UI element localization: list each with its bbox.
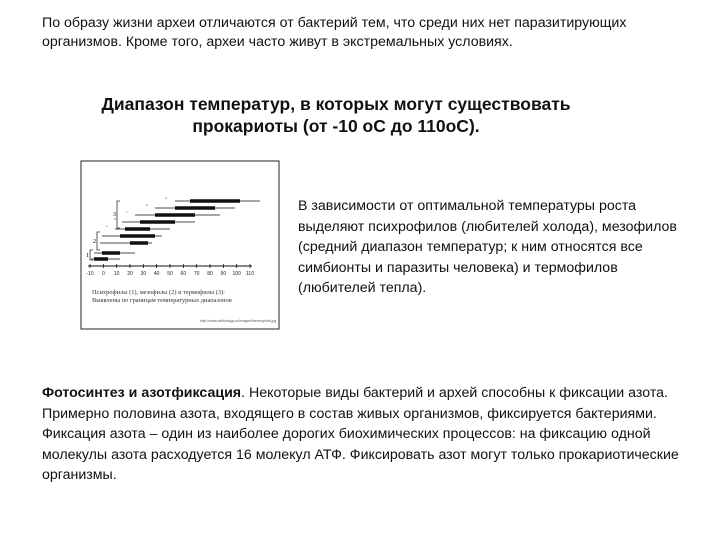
group-label-2: 2	[93, 239, 96, 245]
axis-tick-label: 50	[167, 271, 173, 277]
nitrogen-fixation-body: . Некоторые виды бактерий и архей способны к фиксации азота. Примерно половина азота, входящего в состав живых организмов, фиксируется бактериями. Фиксация азота – один из наиболее дорогих биохимических процессов: на фиксацию одной молекулы азота расходуется 16 молекул АТФ. Фиксировать азот могут только прокариотические организмы.	[42, 385, 679, 483]
nitrogen-fixation-paragraph	[42, 383, 694, 486]
figure-caption-line-1: Психрофилы (1), мезофилы (2) и термофилы (3):	[92, 289, 225, 296]
group-label-3: 3	[113, 212, 116, 218]
axis-tick-label: 10	[113, 271, 120, 277]
group-label-1: 1	[86, 253, 89, 259]
slide-title-line-1: Диапазон температур, в которых могут существовать	[101, 94, 571, 114]
slide-title	[40, 93, 632, 137]
axis-tick-label: 80	[207, 271, 213, 277]
slide-title-line-2: прокариоты (от -10 оС до 110оС).	[192, 116, 480, 136]
axis-tick-label: 0	[101, 271, 105, 277]
figure-caption	[92, 289, 232, 305]
svg-text:d: d	[114, 217, 116, 221]
axis-tick-label: 70	[193, 271, 200, 277]
svg-text:e: e	[106, 224, 108, 228]
axis-tick-label: 60	[180, 271, 187, 277]
axis-tick-label: -10	[86, 271, 94, 277]
svg-text:c: c	[126, 210, 128, 214]
svg-text:a: a	[165, 196, 167, 200]
axis-tick-label: 40	[153, 271, 160, 277]
axis-tick-label: 110	[246, 271, 254, 277]
svg-text:b: b	[146, 203, 148, 207]
axis-tick-label: 90	[220, 271, 227, 277]
axis-tick-label: 20	[127, 271, 133, 277]
axis-tick-label: 100	[232, 271, 241, 277]
figure-credit: http://www.cellbiology.ru/images/thermophils.jpg	[200, 319, 277, 323]
figure-caption-line-2: Выявлены по границам температурных диапазонов	[92, 297, 232, 304]
temperature-range-figure	[80, 160, 280, 330]
axis-tick-label: 30	[140, 271, 147, 277]
intro-paragraph: По образу жизни археи отличаются от бактерий тем, что среди них нет паразитирующих организмов. Кроме того, археи часто живут в экстремальных условиях.	[42, 15, 627, 50]
nitrogen-fixation-heading: Фотосинтез и азотфиксация	[42, 385, 242, 401]
temperature-groups-paragraph: В зависимости от оптимальной температуры роста выделяют психрофилов (любителей холода), мезофилов (средний диапазон температур; к ним относятся все симбионты и паразиты человека) и термофилов (любителей тепла).	[298, 198, 677, 296]
